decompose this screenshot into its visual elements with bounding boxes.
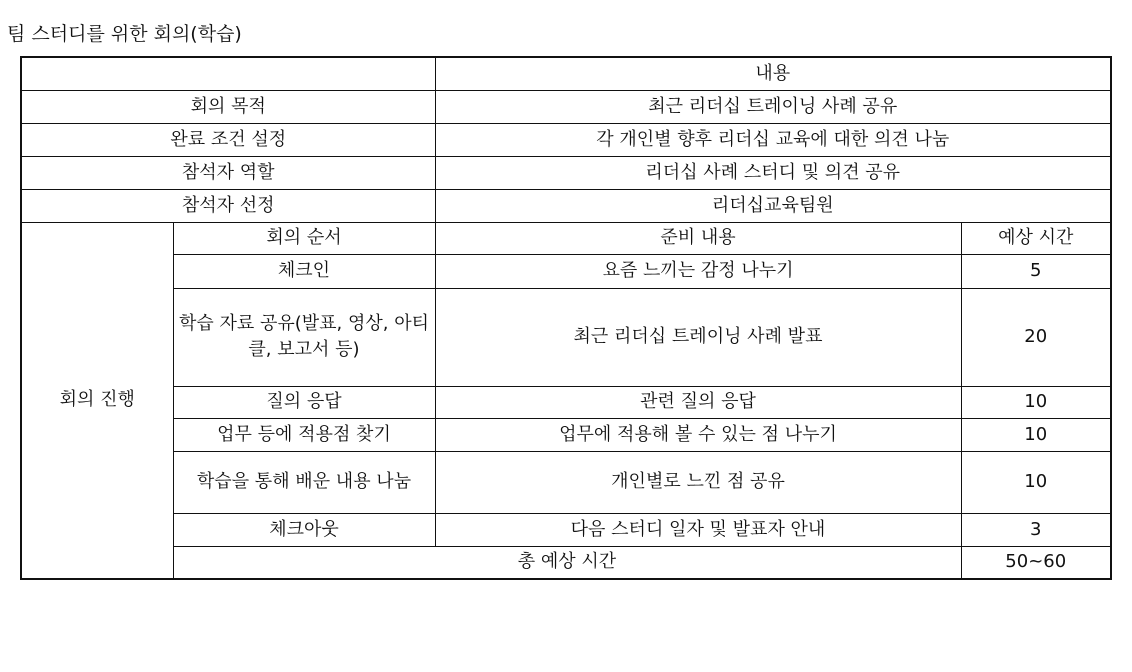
info-value: 최근 리더십 트레이닝 사례 공유	[435, 90, 1111, 123]
progress-header-row	[21, 222, 1111, 254]
header-empty-cell	[21, 57, 435, 90]
step-time: 10	[961, 386, 1111, 418]
progress-label: 회의 진행	[21, 222, 173, 579]
step-row	[21, 451, 1111, 513]
step-order: 학습을 통해 배운 내용 나눔	[173, 451, 435, 513]
step-order: 질의 응답	[173, 386, 435, 418]
info-row-roles	[21, 156, 1111, 189]
prep-header: 준비 내용	[435, 222, 961, 254]
total-time: 50~60	[961, 546, 1111, 579]
step-order: 체크인	[173, 254, 435, 288]
time-header: 예상 시간	[961, 222, 1111, 254]
document-title: 팀 스터디를 위한 회의(학습)	[7, 23, 242, 45]
step-order: 업무 등에 적용점 찾기	[173, 418, 435, 451]
header-row	[21, 57, 1111, 90]
info-row-purpose	[21, 90, 1111, 123]
meeting-table	[20, 56, 1112, 580]
header-content-cell: 내용	[435, 57, 1111, 90]
total-label: 총 예상 시간	[173, 546, 961, 579]
step-prep: 업무에 적용해 볼 수 있는 점 나누기	[435, 418, 961, 451]
info-label: 회의 목적	[21, 90, 435, 123]
info-label: 참석자 선정	[21, 189, 435, 222]
step-row	[21, 418, 1111, 451]
info-value: 리더십교육팀원	[435, 189, 1111, 222]
step-prep: 관련 질의 응답	[435, 386, 961, 418]
step-order: 체크아웃	[173, 513, 435, 546]
info-value: 리더십 사례 스터디 및 의견 공유	[435, 156, 1111, 189]
step-time: 20	[961, 288, 1111, 386]
order-header: 회의 순서	[173, 222, 435, 254]
step-time: 10	[961, 418, 1111, 451]
step-time: 5	[961, 254, 1111, 288]
step-prep: 최근 리더십 트레이닝 사례 발표	[435, 288, 961, 386]
step-row	[21, 254, 1111, 288]
step-row	[21, 513, 1111, 546]
step-prep: 다음 스터디 일자 및 발표자 안내	[435, 513, 961, 546]
step-row	[21, 386, 1111, 418]
info-row-completion	[21, 123, 1111, 156]
step-time: 3	[961, 513, 1111, 546]
info-row-selection	[21, 189, 1111, 222]
step-time: 10	[961, 451, 1111, 513]
info-value: 각 개인별 향후 리더십 교육에 대한 의견 나눔	[435, 123, 1111, 156]
step-prep: 요즘 느끼는 감정 나누기	[435, 254, 961, 288]
info-label: 참석자 역할	[21, 156, 435, 189]
step-prep: 개인별로 느낀 점 공유	[435, 451, 961, 513]
step-order: 학습 자료 공유(발표, 영상, 아티클, 보고서 등)	[173, 288, 435, 386]
total-row	[21, 546, 1111, 579]
step-row	[21, 288, 1111, 386]
info-label: 완료 조건 설정	[21, 123, 435, 156]
